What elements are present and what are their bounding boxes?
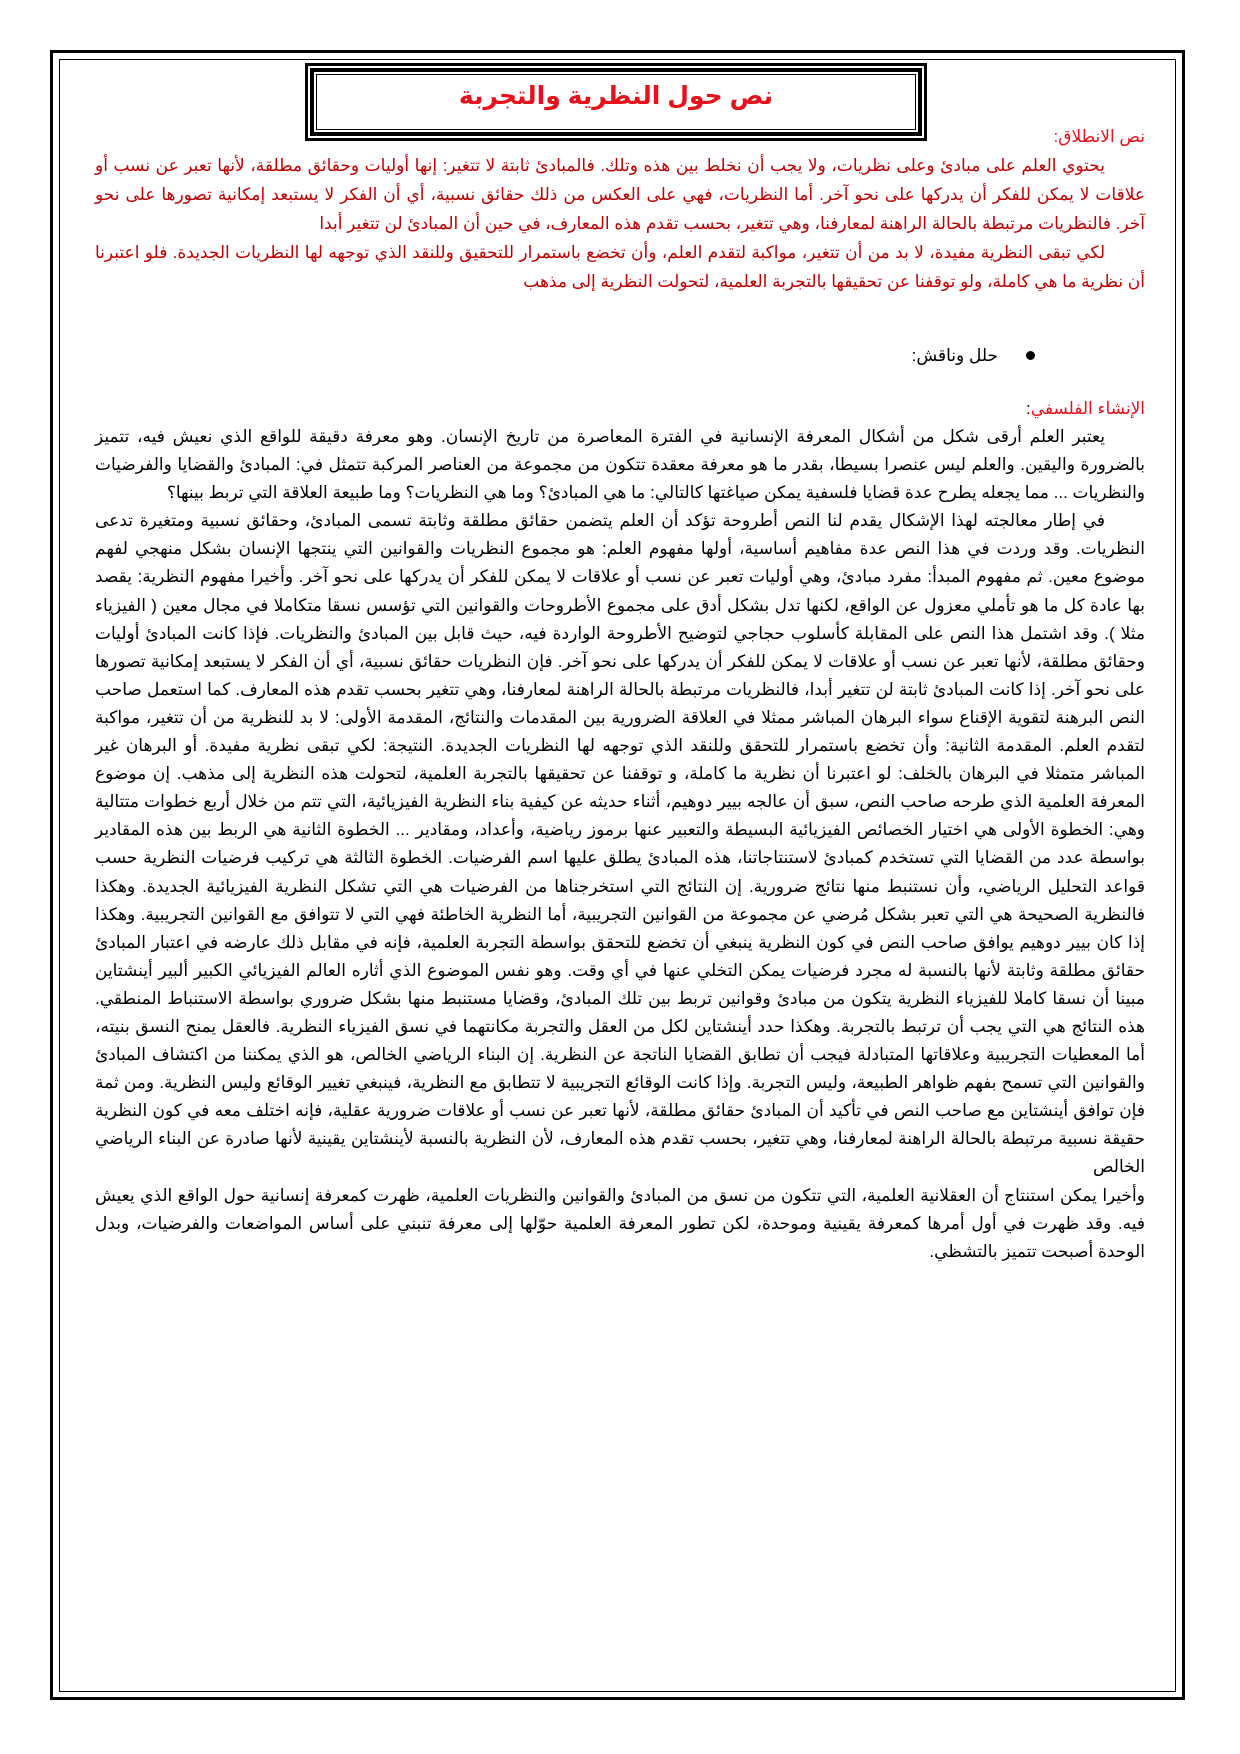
source-text-heading bbox=[95, 122, 1145, 151]
task-instruction-label: حلل وناقش: bbox=[911, 346, 998, 365]
source-text-section bbox=[95, 122, 1145, 296]
essay-heading-label: الإنشاء الفلسفي bbox=[1030, 399, 1145, 418]
source-text-heading-colon: : bbox=[1053, 127, 1059, 146]
essay-introduction: يعتبر العلم أرقى شكل من أشكال المعرفة الإنسانية في الفترة المعاصرة من تاريخ الإنسان. وهو معرفة دقيقة للواقع الذي نعيش فيه، تتميز بالضرورة واليقين. والعلم ليس عنصرا بسيطا، بقدر ما هو معرفة معقدة تتكون من مجموعة من العناصر المركبة تتمثل في: المبادئ والقضايا والفرضيات والنظريات ... مما يجعله يطرح عدة قضايا فلسفية يمكن صياغتها كالتالي: ما هي المبادئ؟ وما هي النظريات؟ وما طبيعة العلاقة التي تربط بينها؟ bbox=[95, 427, 1145, 503]
essay-heading bbox=[95, 394, 1145, 423]
essay-heading-colon: : bbox=[1025, 399, 1031, 418]
essay-section bbox=[95, 394, 1145, 1266]
source-text-paragraph-1: يحتوي العلم على مبادئ وعلى نظريات، ولا يجب أن نخلط بين هذه وتلك. فالمبادئ ثابتة لا تتغير: إنها أوليات وحقائق مطلقة، لأنها تعبر عن نسب أو علاقات لا يمكن للفكر أن يدركها على نحو آخر. أما النظريات، فهي على العكس من ذلك حقائق نسبية، أي أن الفكر لا يستبعد إمكانية تصورها على نحو آخر. فالنظريات مرتبطة بالحالة الراهنة لمعارفنا، وهي تتغير، بحسب تقدم هذه المعارف، في حين أن المبادئ لن تتغير أبدا bbox=[95, 156, 1145, 233]
essay-body: في إطار معالجته لهذا الإشكال يقدم لنا النص أطروحة تؤكد أن العلم يتضمن حقائق مطلقة وثابتة تسمى المبادئ، وحقائق نسبية ومتغيرة تدعى النظريات. وقد وردت في هذا النص عدة مفاهيم أساسية، أولها مفهوم العلم: هو مجموع النظريات والقوانين التي ينتجها الإنسان بشكل منهجي لفهم موضوع معين. ثم مفهوم المبدأ: مفرد مبادئ، وهي أوليات تعبر عن نسب أو علاقات لا يمكن للفكر أن يدركها على نحو آخر. وأخيرا مفهوم النظرية: يقصد بها عادة كل ما هو تأملي معزول عن الواقع، لكنها تدل بشكل أدق على مجموع الأطروحات والقوانين التي تؤسس نسقا متكاملا في مجال معين ( الفيزياء مثلا ). وقد اشتمل هذا النص على المقابلة كأسلوب حجاجي لتوضيح الأطروحة الواردة فيه، حيث قابل بين المبادئ والنظريات. فإذا كانت المبادئ أوليات وحقائق مطلقة، لأنها تعبر عن نسب أو علاقات لا يمكن للفكر أن يدركها على نحو آخر. فإن النظريات حقائق نسبية، أي أن الفكر لا يستبعد إمكانية تصورها على نحو آخر. إذا كانت المبادئ ثابتة لن تتغير أبدا، فالنظريات مرتبطة بالحالة الراهنة لمعارفنا، وهي تتغير بحسب تقدم هذه المعارف. كما استعمل صاحب النص البرهنة لتقوية الإقناع سواء البرهان المباشر ممثلا في العلاقة الضرورية بين المقدمات والنتائج، المقدمة الأولى: لا بد للنظرية من أن تتغير، مواكبة لتقدم العلم. المقدمة الثانية: وأن تخضع باستمرار للتحقق وللنقد الذي توجهه لها النظريات الجديدة. النتيجة: لكي تبقى نظرية مفيدة. أو البرهان غير المباشر متمثلا في البرهان بالخلف: لو اعتبرنا أن نظرية ما كاملة، و توقفنا عن تحقيقها بالتجربة العلمية، لتحولت هذه النظرية إلى مذهب. إن موضوع المعرفة العلمية الذي طرحه صاحب النص، سبق أن عالجه بيير دوهيم، أثناء حديثه عن كيفية بناء النظرية الفيزيائية، التي تتم من خلال أربع خطوات متتالية وهي: الخطوة الأولى هي اختيار الخصائص الفيزيائية البسيطة والتعبير عنها برموز رياضية، وأعداد، ومقادير ... الخطوة الثانية هي الربط بين هذه المقادير بواسطة عدد من القضايا التي تستخدم كمبادئ لاستنتاجاتنا، هذه المبادئ يطلق عليها اسم الفرضيات. الخطوة الثالثة هي تركيب فرضيات النظرية حسب قواعد التحليل الرياضي، وأن نستنبط منها نتائج ضرورية. إن النتائج التي استخرجناها من الفرضيات هي التي تشكل النظرية الفيزيائية الجديدة. وهكذا فالنظرية الصحيحة هي التي تعبر بشكل مُرضي عن مجموعة من القوانين التجريبية، أما النظرية الخاطئة فهي التي لا تتوافق مع القوانين التجريبية. وهكذا إذا كان بيير دوهيم يوافق صاحب النص في كون النظرية ينبغي أن تخضع للتحقق بواسطة التجربة العلمية، فإنه في مقابل ذلك عارضه في اعتبار المبادئ حقائق مطلقة وثابتة لأنها بالنسبة له مجرد فرضيات يمكن التخلي عنها في أي وقت. وهو نفس الموضوع الذي أثاره العالم الفيزيائي الكبير ألبير أينشتاين مبينا أن نسقا كاملا للفيزياء النظرية يتكون من مبادئ وقوانين تربط بين تلك المبادئ، وقضايا مستنبط منها بشكل ضروري بواسطة الاستنباط المنطقي. هذه النتائج هي التي يجب أن ترتبط بالتجربة. وهكذا حدد أينشتاين لكل من العقل والتجربة مكانتهما في نسق الفيزياء النظرية. فالعقل يمنح النسق بنيته، أما المعطيات التجريبية وعلاقاتها المتبادلة فيجب أن تطابق القضايا الناتجة عن النظرية. إن البناء الرياضي الخالص، هو الذي يمكننا من اكتشاف المبادئ والقوانين التي تسمح بفهم ظواهر الطبيعة، وليس التجربة. وإذا كانت الوقائع التجريبية لا تتطابق مع النظرية، فينبغي تغيير الوقائع وليس النظرية. ومن ثمة فإن توافق أينشتاين مع صاحب النص في تأكيد أن المبادئ حقائق مطلقة، لأنها تعبر عن نسب أو علاقات ضرورية عقلية، فإنه اختلف معه في كون النظرية حقيقة نسبية مرتبطة بالحالة الراهنة لمعارفنا، وهي تتغير، بحسب تقدم هذه المعارف، لأن النظرية بالنسبة لأينشتاين يقينية لأنها صادرة عن البناء الرياضي الخالص bbox=[95, 511, 1145, 1177]
source-text-heading-label: نص الانطلاق bbox=[1058, 127, 1145, 146]
essay-conclusion: وأخيرا يمكن استنتاج أن العقلانية العلمية، التي تتكون من نسق من المبادئ والقوانين والنظريات العلمية، ظهرت كمعرفة إنسانية حول الواقع الذي يعيش فيه. وقد ظهرت في أول أمرها كمعرفة يقينية وموحدة، لكن تطور المعرفة العلمية حوّلها إلى معرفة تنبني على أساس المواضعات والفرضيات، وبدل الوحدة أصبحت تتميز بالتشظي. bbox=[95, 1185, 1145, 1261]
task-instruction bbox=[95, 341, 1035, 370]
source-text-paragraph-2: لكي تبقى النظرية مفيدة، لا بد من أن تتغير، مواكبة لتقدم العلم، وأن تخضع باستمرار للتحقيق وللنقد الذي توجهه لها النظريات الجديدة. فلو اعتبرنا أن نظرية ما هي كاملة، ولو توقفنا عن تحقيقها بالتجربة العلمية، لتحولت النظرية إلى مذهب bbox=[95, 243, 1145, 291]
bullet-icon bbox=[1026, 351, 1035, 360]
document-content bbox=[95, 122, 1145, 1266]
page-title: نص حول النظرية والتجربة bbox=[458, 82, 774, 110]
